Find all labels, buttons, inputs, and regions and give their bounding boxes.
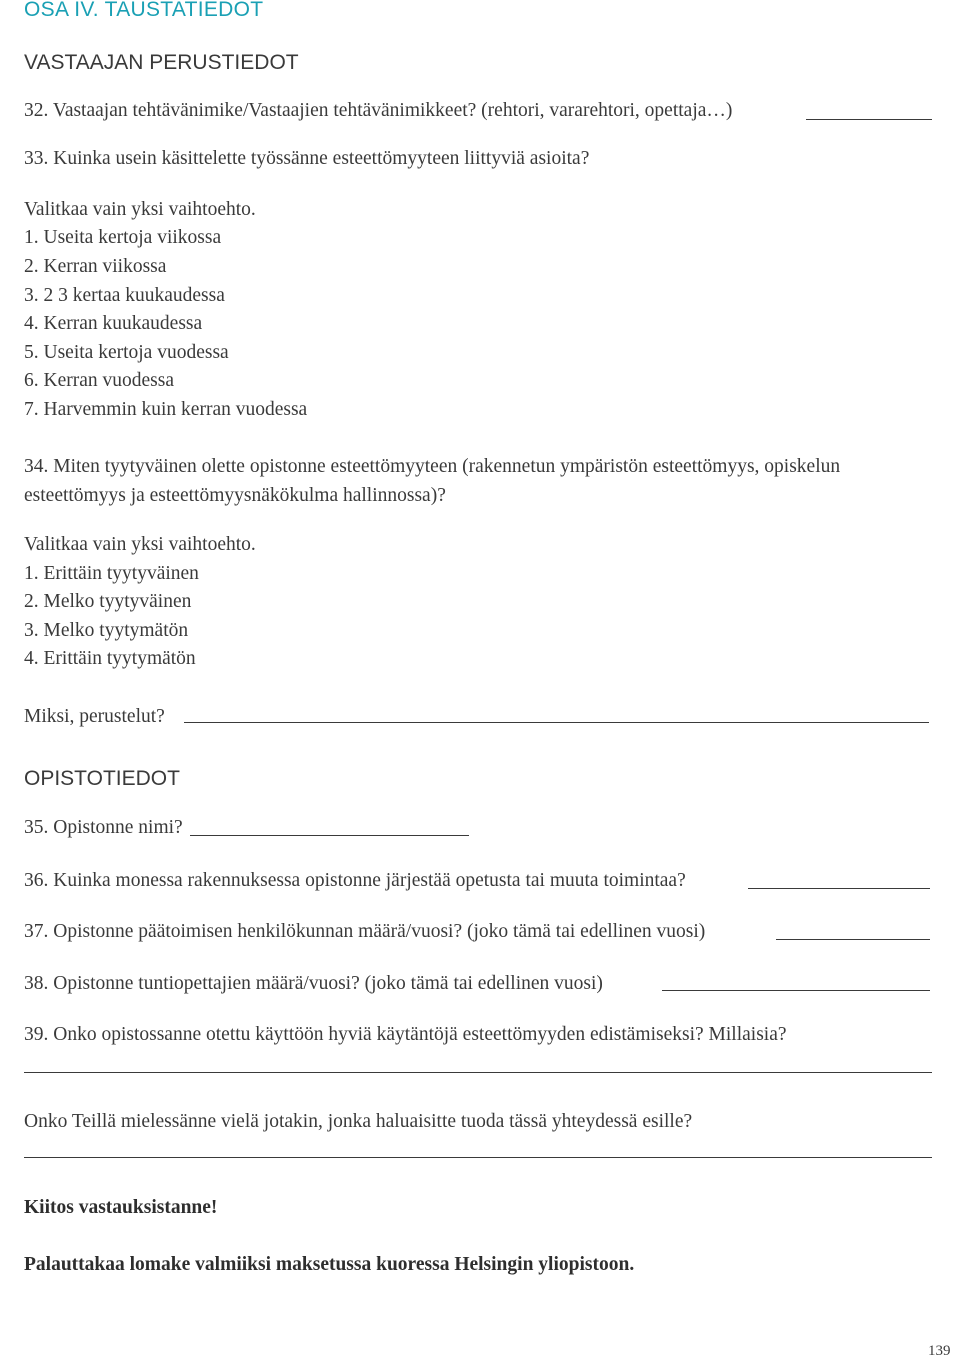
instruction-34: Valitkaa vain yksi vaihtoehto. xyxy=(24,534,256,555)
return-instruction: Palauttakaa lomake valmiiksi maksetussa kuoressa Helsingin yliopistoon. xyxy=(24,1254,635,1275)
option-34-1[interactable]: 1. Erittäin tyytyväinen xyxy=(24,563,199,584)
option-33-5[interactable]: 5. Useita kertoja vuodessa xyxy=(24,342,229,363)
answer-line-39[interactable] xyxy=(24,1072,932,1073)
answer-line-37[interactable] xyxy=(776,939,930,940)
option-34-3[interactable]: 3. Melko tyytymätön xyxy=(24,620,189,641)
answer-line-anything-else[interactable] xyxy=(24,1157,932,1158)
question-34-line2: esteettömyys ja esteettömyysnäkökulma hallinnossa)? xyxy=(24,485,446,506)
question-36: 36. Kuinka monessa rakennuksessa opistonne järjestää opetusta tai muuta toimintaa? xyxy=(24,870,686,891)
part-title: OSA IV. TAUSTATIEDOT xyxy=(24,0,264,21)
question-34-line1: 34. Miten tyytyväinen olette opistonne esteettömyyteen (rakennetun ympäristön esteettömyys, opiskelun xyxy=(24,456,841,477)
question-32: 32. Vastaajan tehtävänimike/Vastaajien tehtävänimikkeet? (rehtori, vararehtori, opettaja…) xyxy=(24,100,733,121)
answer-line-38[interactable] xyxy=(662,990,930,991)
option-34-2[interactable]: 2. Melko tyytyväinen xyxy=(24,591,192,612)
question-35: 35. Opistonne nimi? xyxy=(24,817,183,838)
option-33-4[interactable]: 4. Kerran kuukaudessa xyxy=(24,313,203,334)
option-33-1[interactable]: 1. Useita kertoja viikossa xyxy=(24,227,222,248)
answer-line-32[interactable] xyxy=(806,119,932,120)
answer-line-36[interactable] xyxy=(748,888,930,889)
section-title-respondent: VASTAAJAN PERUSTIEDOT xyxy=(24,51,299,74)
question-39: 39. Onko opistossanne otettu käyttöön hyviä käytäntöjä esteettömyyden edistämiseksi? Millaisia? xyxy=(24,1024,787,1045)
option-33-6[interactable]: 6. Kerran vuodessa xyxy=(24,370,174,391)
question-33: 33. Kuinka usein käsittelette työssänne esteettömyyteen liittyviä asioita? xyxy=(24,148,590,169)
thanks-text: Kiitos vastauksistanne! xyxy=(24,1197,218,1218)
section-title-school: OPISTOTIEDOT xyxy=(24,767,180,790)
option-33-7[interactable]: 7. Harvemmin kuin kerran vuodessa xyxy=(24,399,308,420)
anything-else-question: Onko Teillä mielessänne vielä jotakin, jonka haluaisitte tuoda tässä yhteydessä esille? xyxy=(24,1111,693,1132)
answer-line-why[interactable] xyxy=(184,722,929,723)
instruction-33: Valitkaa vain yksi vaihtoehto. xyxy=(24,199,256,220)
option-34-4[interactable]: 4. Erittäin tyytymätön xyxy=(24,648,196,669)
question-38: 38. Opistonne tuntiopettajien määrä/vuosi? (joko tämä tai edellinen vuosi) xyxy=(24,973,603,994)
option-33-2[interactable]: 2. Kerran viikossa xyxy=(24,256,167,277)
why-label: Miksi, perustelut? xyxy=(24,706,165,727)
answer-line-35[interactable] xyxy=(190,835,469,836)
question-37: 37. Opistonne päätoimisen henkilökunnan määrä/vuosi? (joko tämä tai edellinen vuosi) xyxy=(24,921,706,942)
option-33-3[interactable]: 3. 2 3 kertaa kuukaudessa xyxy=(24,285,225,306)
page-number: 139 xyxy=(928,1343,951,1359)
